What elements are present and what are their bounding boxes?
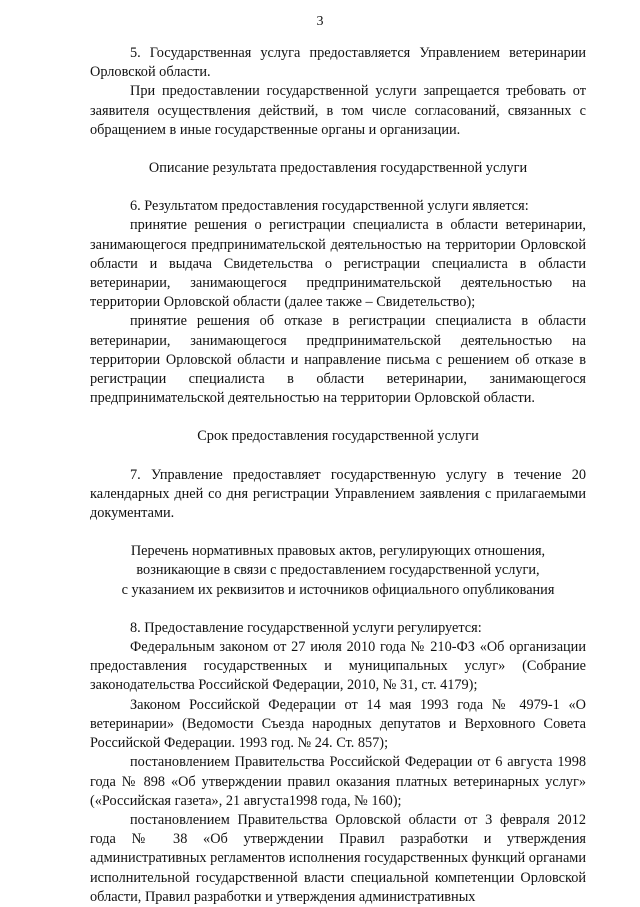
paragraph-6-decision-refuse: принятие решения об отказе в регистрации специалиста в области ветеринарии, занимающегося предпринимательской деятельностью на территории Орловской области и направление письма с решением об отказе в регистрации специалиста в области ветеринарии, занимающегося предпринимательской деятельностью на территории Орловской области. [90,313,586,407]
heading-term: Срок предоставления государственной услуги [197,428,479,445]
heading-legal-acts-line-3: с указанием их реквизитов и источников официального опубликования [121,581,555,598]
heading-result: Описание результата предоставления государственной услуги [148,160,528,177]
paragraph-8-government-decree: постановлением Правительства Российской Федерации от 6 августа 1998 года № 898 «Об утверждении правил оказания платных ветеринарных услуг» («Российская газета», 21 августа1998 года, № 160); [90,754,586,809]
paragraph-7: 7. Управление предоставляет государственную услугу в течение 20 календарных дней со дня регистрации Управлением заявления с прилагаемыми документами. [90,466,586,522]
paragraph-6: 6. Результатом предоставления государственной услуги является: [130,198,529,215]
document-body [90,44,586,907]
paragraph-6-decision-register: принятие решения о регистрации специалиста в области ветеринарии, занимающегося предпринимательской деятельностью на территории Орловской области и выдача Свидетельства о регистрации специалиста в области ветеринарии, занимающегося предпринимательской деятельностью на территории Орловской области (далее также – Свидетельство); [90,217,586,311]
heading-legal-acts-line-1: Перечень нормативных правовых актов, регулирующих отношения, [130,543,546,560]
paragraph-8-regional-decree: постановлением Правительства Орловской области от 3 февраля 2012 года № 38 «Об утверждении Правил разработки и утверждения административных регламентов исполнения государственных функций органами исполнительной государственной власти специальной компетенции Орловской области, Правил разработки и утверждения административных [90,811,586,905]
paragraph-8: 8. Предоставление государственной услуги регулируется: [130,619,482,636]
page-number: 3 [316,14,324,29]
paragraph-5-prohibition: При предоставлении государственной услуги запрещается требовать от заявителя осуществления действий, в том числе согласований, связанных с обращением в иные государственные органы и организации. [90,83,586,138]
paragraph-8-federal-law: Федеральным законом от 27 июля 2010 года № 210-ФЗ «Об организации предоставления государственных и муниципальных услуг» (Собрание законодательства Российской Федерации, 2010, № 31, ст. 4179); [90,639,586,694]
paragraph-8-veterinary-law: Законом Российской Федерации от 14 мая 1993 года № 4979-1 «О ветеринарии» (Ведомости Съезда народных депутатов и Верховного Совета Российской Федерации. 1993 год. № 24. Ст. 857); [90,696,586,752]
heading-legal-acts-line-2: возникающие в связи с предоставлением государственной услуги, [136,562,540,579]
paragraph-5: 5. Государственная услуга предоставляется Управлением ветеринарии Орловской области. [90,45,586,81]
